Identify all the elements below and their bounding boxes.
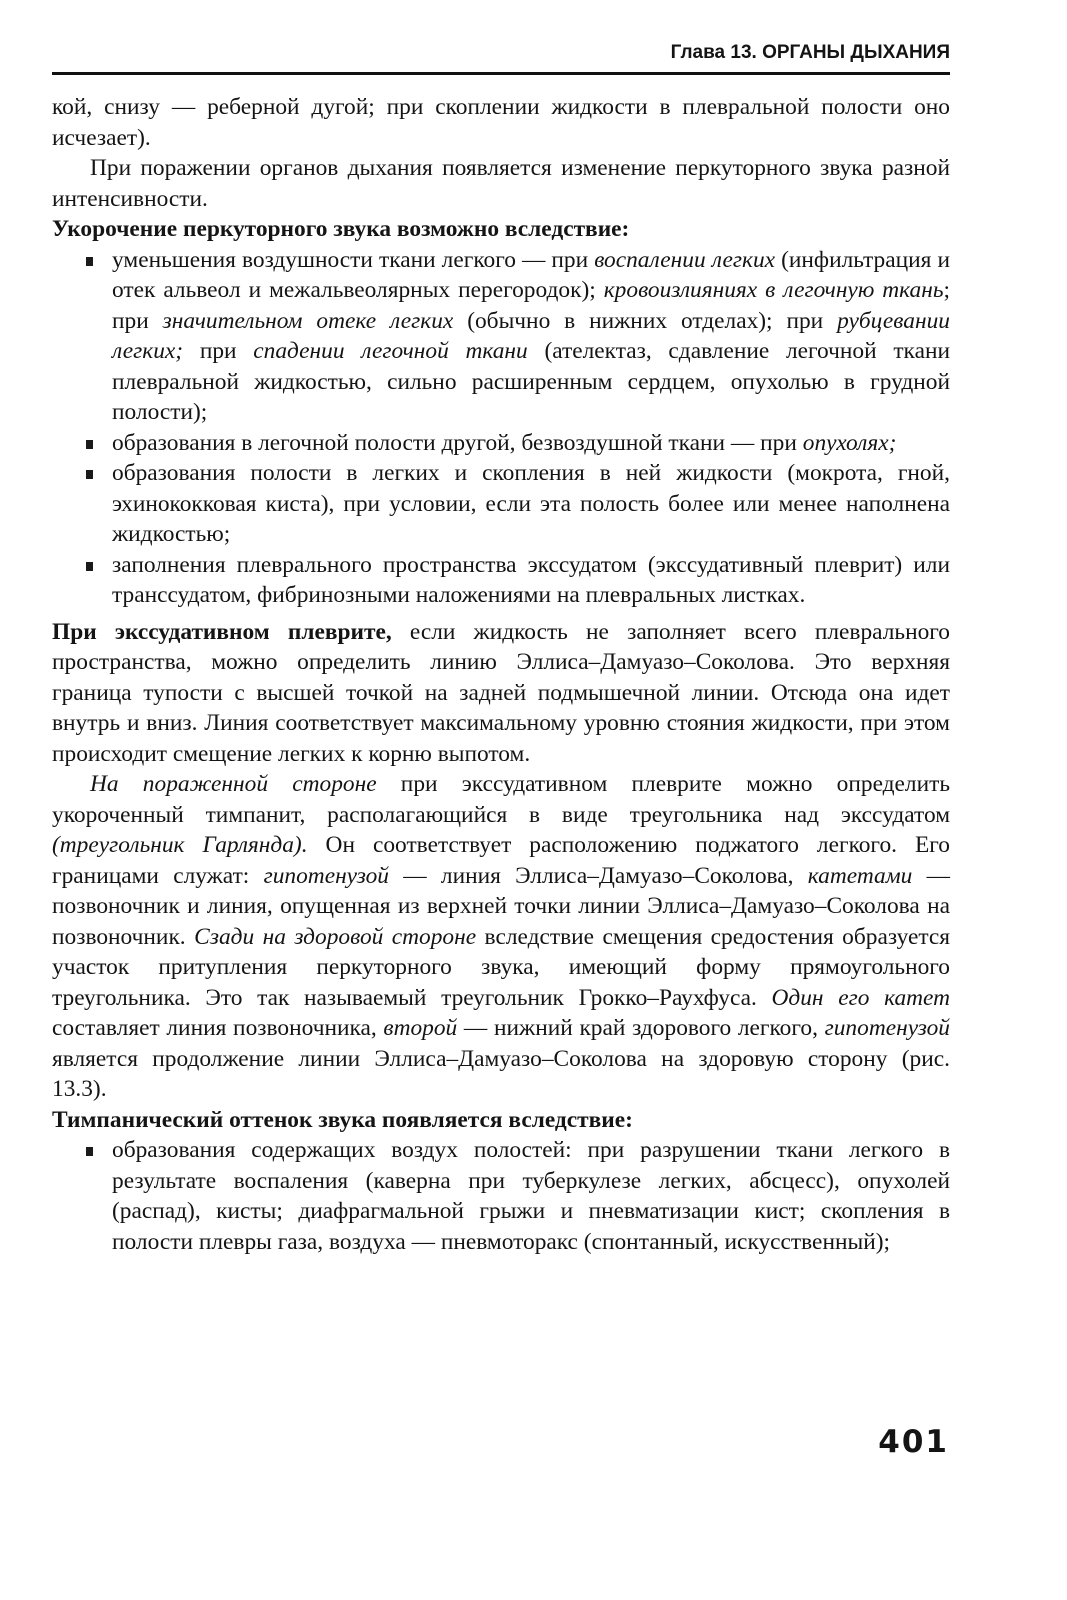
paragraph-continuation: кой, снизу — реберной дугой; при скоплении жидкости в плевральной полости оно исчезает). (52, 94, 950, 151)
list-item: образования содержащих воздух полостей: при разрушении ткани легкого в результате воспаления (каверна при туберкулезе легких, абсцесс), опухолей (распад), кисты; диафрагмальной грыжи и пневматизации кист; скопления в полости плевры газа, воздуха — пневмоторакс (спонтанный, искусственный); (112, 1135, 950, 1257)
term-emphasis: Сзади на здоровой стороне (194, 923, 477, 950)
term-emphasis: рубцевании легких; (112, 307, 950, 364)
text: уменьшения воздушности ткани легкого — при (112, 246, 595, 273)
term-emphasis: На пораженной стороне (90, 771, 377, 797)
text: (ателектаз, сдавление легочной ткани плевральной жидкостью, сильно расширенным сердцем, опухолью в грудной полости); (112, 338, 950, 425)
term-emphasis: опухолях; (802, 429, 897, 456)
text: (обычно в нижних отделах); при (453, 307, 838, 334)
paragraph-affected-side (52, 769, 950, 1105)
text: вследствие смещения средостения образуется участок притупления перкуторного звука, имеющий форму прямоугольного треугольника. Это так называемый треугольник Грокко–Раухфуса. (52, 923, 951, 1011)
text: если жидкость не заполняет всего плеврального пространства, можно определить линию Эллиса–Дамуазо–Соколова. Это верхняя граница тупости с высшей точкой на задней подмышечной линии. Отсюда она идет внутрь и вниз. Линия соответствует максимальному уровню стояния жидкости, при этом происходит смещение легких к корню выпотом. (52, 618, 950, 767)
text: (инфильтрация и отек альвеол и межальвеолярных перегородок); (112, 246, 950, 303)
section-heading-shortening: Укорочение перкуторного звука возможно вследствие: (52, 216, 630, 242)
paragraph-intro: При поражении органов дыхания появляется изменение перкуторного звука разной интенсивности. (52, 155, 950, 212)
text: — позвоночник и линия, опущенная из верхней точки линии Эллиса–Дамуазо–Соколова на позвоночник. (52, 862, 950, 950)
text: составляет линия позвоночника, (52, 1015, 384, 1041)
list-item (112, 428, 950, 459)
term-emphasis: воспалении легких (594, 246, 776, 273)
text: — нижний край здорового легкого, (457, 1015, 825, 1041)
term-emphasis: Один его катет (771, 984, 950, 1011)
text: при (183, 338, 254, 364)
term-emphasis: спадении легочной ткани (253, 338, 528, 364)
tympanic-causes-list (52, 1135, 950, 1257)
text: Он соответствует расположению поджатого легкого. Его границами служат: (52, 832, 950, 889)
shortening-causes-list (52, 245, 950, 611)
chapter-title: Глава 13. ОРГАНЫ ДЫХАНИЯ (670, 42, 950, 63)
term-emphasis: гипотенузой (263, 862, 389, 889)
page-number: 401 (878, 1424, 949, 1460)
term-emphasis: (треугольник Гарлянда). (52, 832, 308, 858)
term-bold: При экссудативном плеврите, (52, 618, 392, 645)
page-body (52, 92, 950, 1257)
text: при экссудативном плеврите можно определить укороченный тимпанит, располагающийся в виде треугольника над экссудатом (52, 771, 951, 828)
text: является продолжение линии Эллиса–Дамуазо–Соколова на здоровую сторону (рис. 13.3). (52, 1045, 950, 1102)
list-item (112, 245, 950, 428)
term-emphasis: кровоизлияниях в легочную ткань (603, 277, 944, 303)
text: ; при (112, 277, 950, 334)
list-item: образования полости в легких и скопления в ней жидкости (мокрота, гной, эхинококковая киста), при условии, если эта полость более или менее наполнена жидкостью; (112, 458, 950, 550)
running-head (52, 40, 950, 75)
section-heading-tympanic: Тимпанический оттенок звука появляется вследствие: (52, 1106, 633, 1133)
list-item: заполнения плеврального пространства экссудатом (экссудативный плеврит) или транссудатом, фибринозными наложениями на плевральных листках. (112, 550, 950, 611)
paragraph-exudative-pleurisy (52, 617, 950, 770)
term-emphasis: значительном отеке легких (162, 307, 454, 334)
text: — линия Эллиса–Дамуазо–Соколова, (388, 862, 808, 889)
term-emphasis: катетами (807, 862, 913, 889)
term-emphasis: гипотенузой (824, 1015, 950, 1041)
term-emphasis: второй (383, 1015, 458, 1041)
text: образования в легочной полости другой, безвоздушной ткани — при (112, 429, 803, 456)
